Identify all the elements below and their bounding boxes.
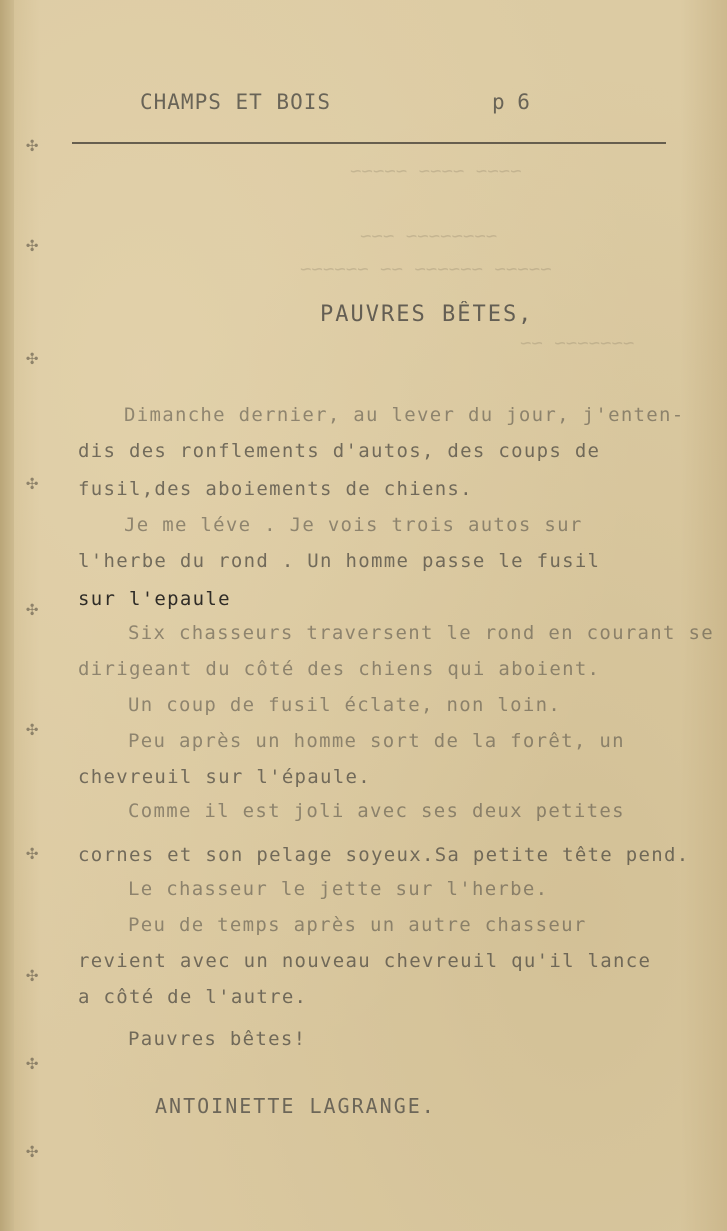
- poem-line: Le chasseur le jette sur l'herbe.: [128, 878, 549, 900]
- binding-hole-icon: ✣: [26, 716, 39, 740]
- poem-line: dirigeant du côté des chiens qui aboient.: [78, 658, 601, 680]
- show-through-text: ~~~~~ ~~~~~~ ~~ ~~~~~~: [300, 258, 552, 280]
- poem-line: revient avec un nouveau chevreuil qu'il lance: [78, 950, 652, 972]
- poem-line: Six chasseurs traversent le rond en courant se: [128, 622, 714, 644]
- header-rule: [72, 142, 666, 144]
- poem-title: PAUVRES BÊTES,: [320, 302, 534, 327]
- binding-hole-icon: ✣: [26, 840, 39, 864]
- poem-line: Pauvres bêtes!: [128, 1028, 307, 1050]
- binding-hole-icon: ✣: [26, 962, 39, 986]
- poem-line: Comme il est joli avec ses deux petites: [128, 800, 625, 822]
- poem-line: fusil,des aboiements de chiens.: [78, 478, 473, 500]
- binding-hole-icon: ✣: [26, 345, 39, 369]
- poem-line: Peu de temps après un autre chasseur: [128, 914, 587, 936]
- show-through-text: ~~~~~~~ ~~: [520, 332, 635, 354]
- binding-hole-icon: ✣: [26, 470, 39, 494]
- poem-line: dis des ronflements d'autos, des coups de: [78, 440, 601, 462]
- binding-hole-icon: ✣: [26, 132, 39, 156]
- author-signature: ANTOINETTE LAGRANGE.: [155, 1094, 436, 1118]
- poem-line: sur l'epaule: [78, 588, 231, 610]
- binding-edge: [0, 0, 14, 1231]
- poem-line: chevreuil sur l'épaule.: [78, 766, 371, 788]
- poem-line: a côté de l'autre.: [78, 986, 308, 1008]
- running-header: [140, 90, 540, 124]
- show-through-text: ~~~~ ~~~~ ~~~~~: [350, 160, 522, 182]
- poem-line: Un coup de fusil éclate, non loin.: [128, 694, 562, 716]
- binding-hole-icon: ✣: [26, 596, 39, 620]
- binding-hole-icon: ✣: [26, 1138, 39, 1162]
- poem-line: Peu après un homme sort de la forêt, un: [128, 730, 625, 752]
- running-title: CHAMPS ET BOIS: [140, 90, 332, 114]
- poem-line: Dimanche dernier, au lever du jour, j'enten-: [124, 404, 685, 426]
- poem-line: l'herbe du rond . Un homme passe le fusil: [78, 550, 601, 572]
- binding-hole-icon: ✣: [26, 1050, 39, 1074]
- page-number: p 6: [492, 90, 530, 114]
- poem-line: cornes et son pelage soyeux.Sa petite tête pend.: [78, 844, 690, 866]
- binding-hole-icon: ✣: [26, 232, 39, 256]
- poem-line: Je me léve . Je vois trois autos sur: [124, 514, 583, 536]
- show-through-text: ~~~~~~~~ ~~~: [360, 225, 498, 247]
